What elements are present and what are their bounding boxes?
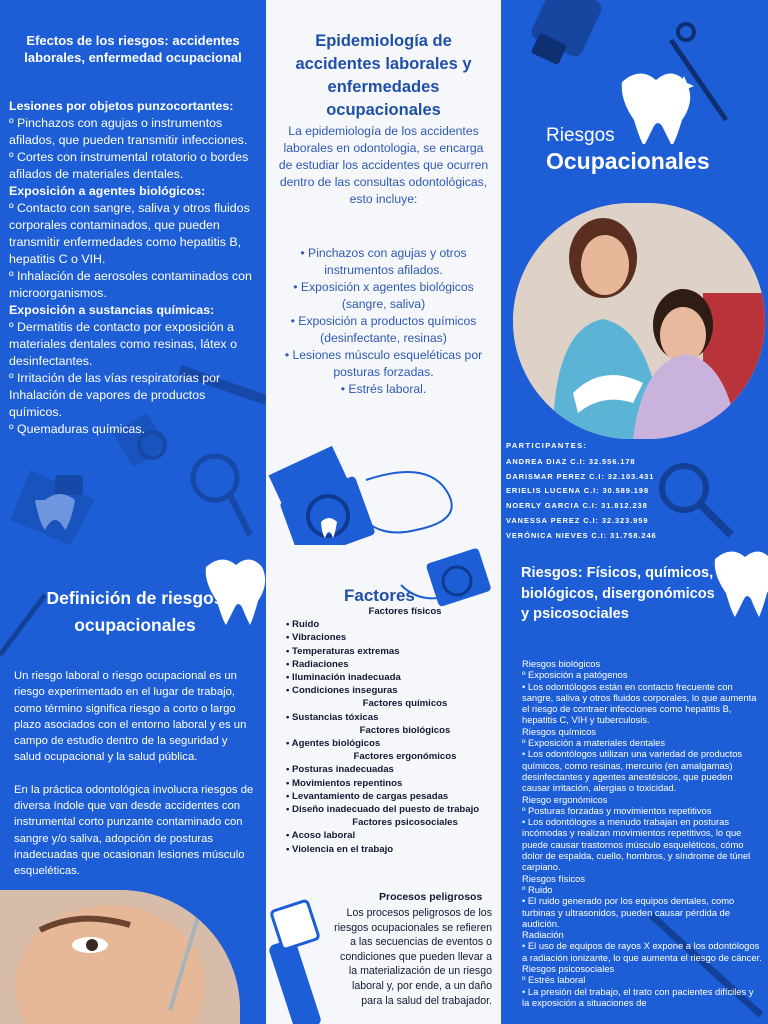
dentist-patient-photo — [513, 203, 765, 439]
patient-illustration — [0, 890, 240, 1024]
factor-item: • Sustancias tóxicas — [286, 711, 379, 723]
participants-list — [506, 455, 657, 543]
effects-item: º Cortes con instrumental rotatorio o bordes afilados de materiales dentales. — [9, 150, 249, 181]
effects-item: º Inhalación de aerosoles contaminados con microorganismos. — [9, 269, 252, 300]
risk-types-line: Riesgos biológicos — [522, 658, 601, 669]
tooth-icon — [614, 64, 694, 144]
cover-title-big: Ocupacionales — [546, 148, 710, 174]
process-title: Procesos peligrosos — [379, 891, 483, 903]
participant-item: DARISMAR PEREZ C.I: 32.103.431 — [506, 471, 655, 481]
risk-types-line: • El uso de equipos de rayos X expone a los odontólogos a radiación ionizante, lo que aumenta el riesgo de cáncer. — [522, 940, 762, 963]
definition-title: Definición de riesgos ocupacionales — [46, 588, 224, 635]
risk-types-line: Riesgos psicosociales — [522, 963, 615, 975]
factor-item: • Posturas inadecuadas — [286, 764, 394, 776]
effects-heading: Lesiones por objetos punzocortantes: — [9, 99, 234, 113]
factor-item: • Agentes biológicos — [286, 738, 381, 750]
participant-item: VANESSA PEREZ C.I: 32.323.959 — [506, 515, 649, 525]
factor-category: Factores químicos — [362, 698, 448, 710]
factor-item: • Condiciones inseguras — [286, 685, 398, 697]
effects-item: º Pinchazos con agujas o instrumentos afilados, que pueden transmitir infecciones. — [9, 116, 248, 147]
risk-types-line: Riesgos químicos — [522, 725, 596, 737]
definition-panel — [0, 545, 266, 1024]
epidemiology-panel — [266, 0, 501, 545]
risk-types-body — [522, 658, 762, 1008]
epidemiology-item: • Exposición a productos químicos (desinfectante, resinas) — [290, 314, 477, 345]
effects-item: º Dermatitis de contacto por exposición a materiales dentales como resinas, látex o desinfectantes. — [9, 320, 237, 368]
magnifier-icon — [651, 455, 741, 545]
participant-item: VERÓNICA NIEVES C.I: 31.758.246 — [506, 530, 657, 540]
risk-types-line: º Exposición a materiales dentales — [522, 737, 666, 749]
effects-title: Efectos de los riesgos: accidentes laborales, enfermedad ocupacional — [24, 33, 242, 65]
factor-category: Factores psicosociales — [352, 817, 458, 829]
factor-item: • Ruido — [286, 619, 320, 631]
dental-floss-icon — [266, 430, 501, 545]
risk-types-line: Radiación — [522, 929, 564, 941]
factors-title: Factores — [344, 586, 415, 605]
process-text: Los procesos peligrosos de los riesgos ocupacionales se refieren a las secuencias de eventos o condiciones que pueden llevar a la materialización de un riesgo laboral y, por ende, a un daño para la salud del trabajador. — [334, 907, 492, 1007]
factor-item: • Radiaciones — [286, 658, 349, 670]
epidemiology-item: • Lesiones músculo esqueléticas por posturas forzadas. — [284, 348, 483, 379]
patient-photo — [0, 890, 240, 1024]
risk-types-panel — [501, 545, 768, 1024]
epidemiology-intro: La epidemiología de los accidentes laborales en odontologia, se encarga de estudiar los accidentes que ocurren dentro de las consultas odontológicas, esto incluye: — [278, 124, 489, 206]
participant-item: ERIELIS LUCENA C.I: 30.589.198 — [506, 486, 650, 496]
risk-types-line: º Exposición a patógenos — [522, 669, 628, 681]
factor-item: • Iluminación inadecuada — [286, 672, 401, 684]
risk-types-line: Riesgos físicos — [522, 872, 586, 884]
effects-item: º Quemaduras químicas. — [9, 422, 146, 436]
cover-title-small: Riesgos — [546, 125, 615, 146]
factors-list — [286, 605, 486, 856]
participant-item: ANDREA DIAZ C.I: 32.556.178 — [506, 457, 636, 466]
effects-panel — [0, 0, 266, 545]
factors-panel — [266, 545, 501, 1024]
factor-category: Factores biológicos — [359, 724, 451, 736]
epidemiology-list — [274, 245, 493, 398]
factor-item: • Levantamiento de cargas pesadas — [286, 790, 449, 802]
effects-body — [9, 98, 259, 438]
risk-types-title: Riesgos: Físicos, químicos, biológicos, disergonómicos y psicosociales — [521, 565, 715, 622]
factor-category: Factores ergonómicos — [353, 751, 457, 763]
definition-paragraph-2: En la práctica odontológica involucra riesgos de diversa índole que van desde accidentes con instrumental corto punzante contaminado con sangre y/o saliva, adopción de posturas inadecuadas que ocasionan lesiones músculo esqueléticas. — [14, 783, 254, 878]
factor-item: • Vibraciones — [286, 632, 347, 644]
effects-item: º Irritación de las vías respiratorias por Inhalación de vapores de productos químicos. — [9, 371, 221, 419]
risk-types-line: • Los odontólogos están en contacto frecuente con sangre, saliva y otros fluidos corporales, lo que aumenta el riesgo de contraer infecciones como hepatitis B, hepatitis C, VIH y tuberculosis. — [522, 680, 757, 726]
epidemiology-item: • Estrés laboral. — [340, 382, 427, 396]
toothbrush-icon — [266, 895, 336, 1024]
epidemiology-item: • Exposición x agentes biológicos (sangre, saliva) — [293, 280, 474, 311]
definition-body — [14, 668, 254, 880]
risk-types-line: • El ruido generado por los equipos dentales, como turbinas y ultrasonidos, pueden causar pérdida de audición. — [522, 895, 735, 929]
factor-item: • Acoso laboral — [286, 830, 356, 842]
risk-types-line: • La presión del trabajo, el trato con pacientes difíciles y la exposición a situaciones de — [522, 985, 754, 1008]
factor-item: • Movimientos repentinos — [286, 777, 403, 789]
factor-item: • Temperaturas extremas — [286, 645, 400, 657]
risk-types-line: º Estrés laboral — [522, 974, 586, 986]
risk-types-line: º Posturas forzadas y movimientos repetitivos — [522, 804, 712, 816]
risk-types-line: º Ruido — [522, 883, 553, 895]
risk-types-line: Riesgo ergonómicos — [522, 793, 608, 805]
factor-item: • Violencia en el trabajo — [286, 843, 394, 855]
risk-types-line: • Los odontólogos a menudo trabajan en posturas incómodas y realizan movimientos repetitivos, lo que puede causar trastornos músculo esqueléticos, cómo dolor de espalda, cuello, hombros, y síndrome de túnel carpiano. — [522, 816, 751, 873]
participants-label: PARTICIPANTES: — [506, 441, 588, 450]
risk-types-line: • Los odontólogos utilizan una variedad de productos químicos, como resinas, mercurio (en amalgamas) desinfectantes y agentes anestésicos, que pueden causar irritación, alergias o toxicidad. — [522, 748, 743, 794]
cover-panel — [501, 0, 768, 545]
dentist-patient-illustration — [513, 203, 765, 439]
definition-paragraph-1: Un riesgo laboral o riesgo ocupacional es un riesgo experimentado en el lugar de trabajo, como término significa riesgo a corto o largo plazo asociados con el entorno laboral y es un campo de estudio dentro de la seguridad y salud ocupacional y la salud pública. — [14, 670, 247, 764]
effects-heading: Exposición a sustancias químicas: — [9, 303, 215, 317]
factor-item: • Diseño inadecuado del puesto de trabajo — [286, 804, 480, 816]
effects-heading: Exposición a agentes biológicos: — [9, 184, 206, 198]
factor-category: Factores físicos — [368, 606, 442, 617]
epidemiology-title: Epidemiología de accidentes laborales y enfermedades ocupacionales — [295, 32, 472, 119]
participant-item: NOERLY GARCIA C.I: 31.812.238 — [506, 501, 648, 511]
epidemiology-item: • Pinchazos con agujas y otros instrumentos afilados. — [300, 246, 467, 277]
effects-item: º Contacto con sangre, saliva y otros fluidos corporales contaminados, que pueden transmitir enfermedades como hepatitis B, hepatitis C o VIH. — [9, 201, 250, 266]
